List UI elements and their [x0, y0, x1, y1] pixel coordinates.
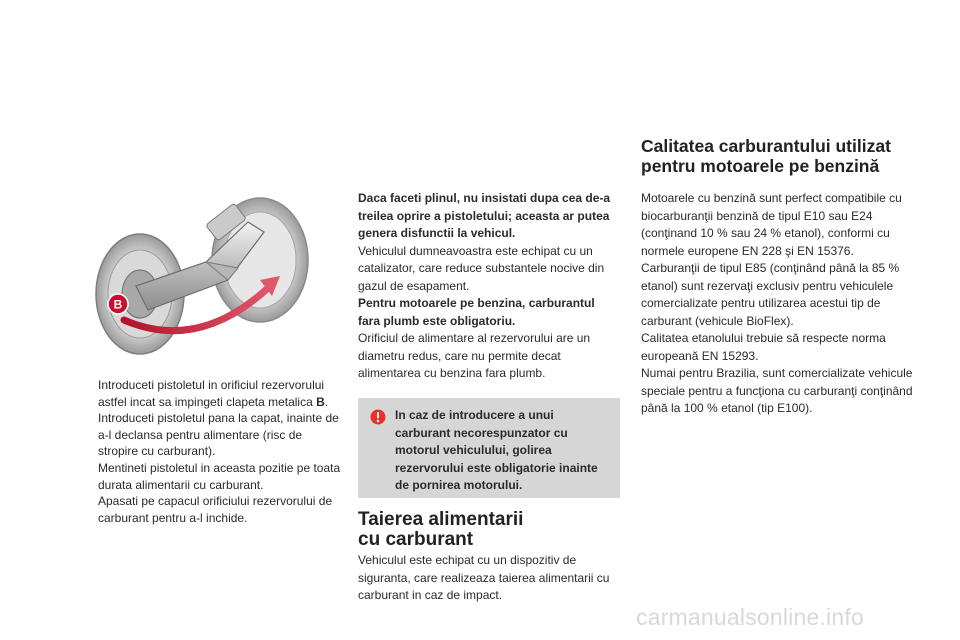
list-item-text	[98, 460, 344, 493]
fuel-filler-illustration	[88, 192, 324, 362]
fuel-quality-paragraph: Numai pentru Brazilia, sunt comercializate vehicule speciale pentru a funcţiona cu carburanţi conţinând până la 100 % etanol (tip E100).	[641, 366, 913, 415]
orifice-note: Orificiul de alimentare al rezervorului are un diametru redus, care nu permite decat alimentarea cu benzina fara plumb.	[358, 331, 591, 380]
fuel-quality-title-line1: Calitatea carburantului utilizat	[641, 136, 891, 156]
list-item	[82, 460, 344, 493]
bullet-marker	[82, 377, 98, 410]
overfill-warning: Daca faceti plinul, nu insistati dupa cea de-a treilea oprire a pistoletului; aceasta ar putea genera disfunctii la vehicul.	[358, 191, 611, 240]
text-run: .	[324, 394, 329, 409]
text-run: Mentineti pistoletul in aceasta pozitie pe toata durata alimentarii cu carburant.	[98, 460, 341, 492]
fuel-cutoff-title-line1: Taierea alimentarii	[358, 509, 524, 530]
wrong-fuel-warning-box	[358, 398, 620, 498]
procedure-list	[82, 377, 344, 526]
bullet-marker	[82, 460, 98, 493]
bold-reference: B	[316, 394, 325, 409]
list-item-text	[98, 410, 344, 460]
fuel-quality-body	[641, 190, 916, 418]
fuel-cutoff-body: Vehiculul este echipat cu un dispozitiv de siguranta, care realizeaza taierea alimentarii cu carburant in caz de impact.	[358, 553, 610, 602]
text-run: Apasati pe capacul orificiului rezervorului de carburant pentru a-l inchide.	[98, 494, 333, 525]
list-item-text	[98, 493, 344, 526]
fuel-quality-paragraph: Motoarele cu benzină sunt perfect compatibile cu biocarburanţii benzină de tipul E10 sau E24 (conţinand 10 % sau 24 % etanol), conformi cu normele europene EN 228 şi EN 15376.	[641, 191, 902, 258]
list-item	[82, 377, 344, 410]
list-item	[82, 410, 344, 460]
wrong-fuel-warning-text: In caz de introducere a unui carburant necorespunzator cu motorul vehiculului, golirea rezervorului este obligatorie inainte de pornirea motorului.	[395, 408, 598, 492]
fuel-cutoff-title	[358, 510, 620, 550]
catalyst-note: Vehiculul dumneavoastra este echipat cu un catalizator, care reduce substantele nocive din gazul de esapament.	[358, 243, 605, 293]
fuel-quality-paragraph: Calitatea etanolului trebuie să respecte norma europeană EN 15293.	[641, 331, 886, 363]
bullet-marker	[82, 493, 98, 526]
callout-b-label: B	[113, 297, 123, 312]
fuel-quality-title-line2: pentru motoarele pe benzină	[641, 156, 880, 176]
fuel-cutoff-title-line2: cu carburant	[358, 529, 474, 550]
text-run: Introduceti pistoletul pana la capat, inainte de a-l declansa pentru alimentare (risc de stropire cu carburant).	[98, 411, 339, 459]
fuel-quality-paragraph: Carburanţii de tipul E85 (conţinând până la 85 % etanol) sunt rezervaţi exclusiv pentru vehiculele comercializate pentru utilizarea acestui tip de carburant (vehicule BioFlex).	[641, 261, 900, 328]
list-item	[82, 493, 344, 526]
text-run: Introduceti pistoletul in orificiul rezervorului astfel incat sa impingeti clapeta metalica	[98, 378, 325, 409]
fuel-quality-title	[641, 136, 921, 176]
exclamation-warning-icon	[370, 409, 386, 425]
list-item-text	[98, 377, 344, 410]
unleaded-mandatory: Pentru motoarele pe benzina, carburantul fara plumb este obligatoriu.	[358, 296, 595, 328]
watermark: carmanualsonline.info	[636, 604, 864, 630]
refuelling-notes	[358, 190, 620, 383]
bullet-marker	[82, 410, 98, 460]
